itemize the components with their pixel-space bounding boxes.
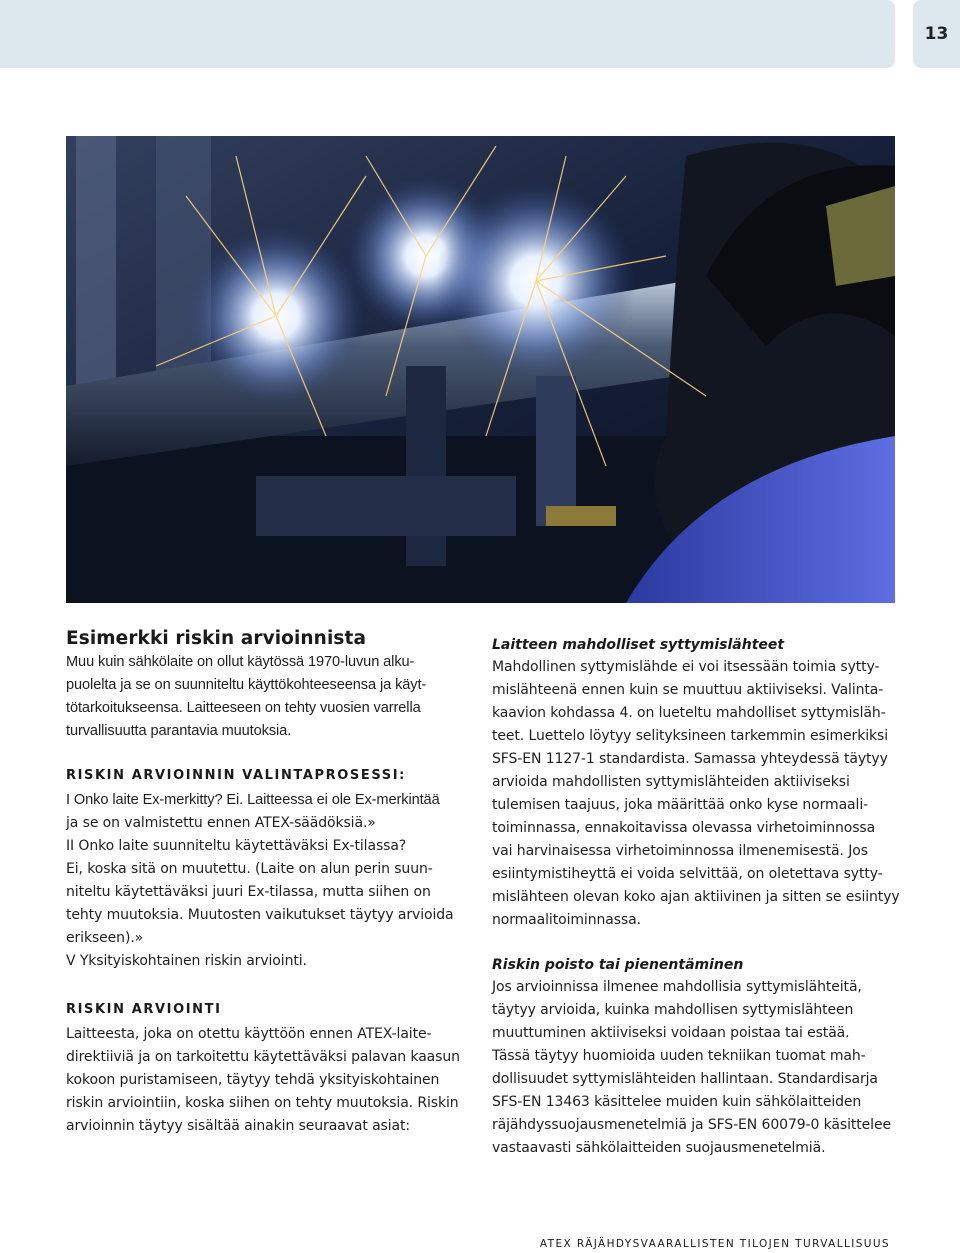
intro-line: puolelta ja se on suunniteltu käyttökohteeseensa ja käyt- [66, 677, 427, 693]
intro-line: turvallisuutta parantavia muutoksia. [66, 723, 292, 739]
welding-photo-image [66, 136, 895, 603]
assessment-line: arvioinnin täytyy sisältää ainakin seuraavat asiat: [66, 1118, 411, 1134]
risk-removal-heading: Riskin poisto tai pienentäminen [492, 957, 744, 973]
process-line: Ei, koska sitä on muutettu. (Laite on alun perin suun- [66, 861, 433, 877]
ignition-line: SFS-EN 1127-1 standardista. Samassa yhteydessä täytyy [492, 751, 888, 767]
removal-line: vastaavasti sähkölaitteiden suojausmenetelmiä. [492, 1140, 826, 1156]
right-column [492, 634, 902, 1160]
ignition-line: vai harvinaisessa virhetoiminnossa ilmenemisestä. Jos [492, 843, 868, 859]
intro-line: tötarkoitukseensa. Laitteeseen on tehty vuosien varrella [66, 700, 421, 716]
footer-title: ATEX RÄJÄHDYSVAARALLISTEN TILOJEN TURVALLISUUS [539, 1238, 890, 1250]
example-title: Esimerkki riskin arvioinnista [66, 628, 367, 649]
ignition-line: arvioida mahdollisten syttymislähteiden aktiiviseksi [492, 774, 850, 790]
removal-line: räjähdyssuojausmenetelmiä ja SFS-EN 60079-0 käsittelee [492, 1117, 891, 1133]
ignition-line: tulemisen taajuus, joka määrittää onko kyse normaali- [492, 797, 869, 813]
left-column [66, 628, 476, 1138]
removal-line: täytyy arvioida, kuinka mahdollisen syttymislähteen [492, 1002, 854, 1018]
removal-line: SFS-EN 13463 käsittelee muiden kuin sähkölaitteiden [492, 1094, 862, 1110]
process-heading: RISKIN ARVIOINNIN VALINTAPROSESSI: [66, 768, 406, 783]
assessment-heading: RISKIN ARVIOINTI [66, 1002, 222, 1017]
assessment-line: Laitteesta, joka on otettu käyttöön ennen ATEX-laite- [66, 1026, 432, 1042]
ignition-line: mislähteenä ennen kuin se muuttuu aktiiviseksi. Valinta- [492, 682, 884, 698]
ignition-line: toiminnassa, ennakoitavissa olevassa virhetoiminnossa [492, 820, 876, 836]
removal-line: Tässä täytyy huomioida uuden tekniikan tuomat mah- [492, 1048, 866, 1064]
process-line: II Onko laite suunniteltu käytettäväksi Ex-tilassa? [66, 838, 407, 854]
assessment-line: kokoon puristamiseen, täytyy tehdä yksityiskohtainen [66, 1072, 440, 1088]
welding-photo [66, 136, 895, 603]
process-line: erikseen).» [66, 930, 144, 946]
process-line: V Yksityiskohtainen riskin arviointi. [66, 953, 307, 969]
header-band [0, 0, 895, 68]
ignition-line: Mahdollinen syttymislähde ei voi itsessään toimia sytty- [492, 659, 880, 675]
process-line: ja se on valmistettu ennen ATEX-säädöksiä.» [66, 815, 376, 831]
removal-line: muuttuminen aktiiviseksi voidaan poistaa tai estää. [492, 1025, 850, 1041]
ignition-line: normaalitoiminnassa. [492, 912, 641, 928]
assessment-line: riskin arviointiin, koska siihen on tehty muutoksia. Riskin [66, 1095, 459, 1111]
assessment-line: direktiiviä ja on tarkoitettu käytettäväksi palavan kaasun [66, 1049, 460, 1065]
removal-line: Jos arvioinnissa ilmenee mahdollisia syttymislähteitä, [492, 979, 862, 995]
process-line: tehty muutoksia. Muutosten vaikutukset täytyy arvioida [66, 907, 454, 923]
page-number: 13 [913, 0, 960, 68]
ignition-sources-heading: Laitteen mahdolliset syttymislähteet [492, 637, 785, 653]
ignition-line: kaavion kohdassa 4. on lueteltu mahdolliset syttymisläh- [492, 705, 886, 721]
intro-line: Muu kuin sähkölaite on ollut käytössä 1970-luvun alku- [66, 654, 415, 670]
ignition-line: teet. Luettelo löytyy selityksineen tarkemmin esimerkiksi [492, 728, 888, 744]
ignition-line: esiintymistiheyttä ei voida selvittää, on oletettava sytty- [492, 866, 883, 882]
paragraph-gap [492, 932, 902, 954]
process-line: I Onko laite Ex-merkitty? Ei. Laitteessa ei ole Ex-merkintää [66, 792, 440, 808]
removal-line: dollisuudet syttymislähteiden hallintaan. Standardisarja [492, 1071, 878, 1087]
process-line: niteltu käytettäväksi juuri Ex-tilassa, mutta siihen on [66, 884, 431, 900]
ignition-line: mislähteen olevan koko ajan aktiivinen ja sitten se esiintyy [492, 889, 900, 905]
